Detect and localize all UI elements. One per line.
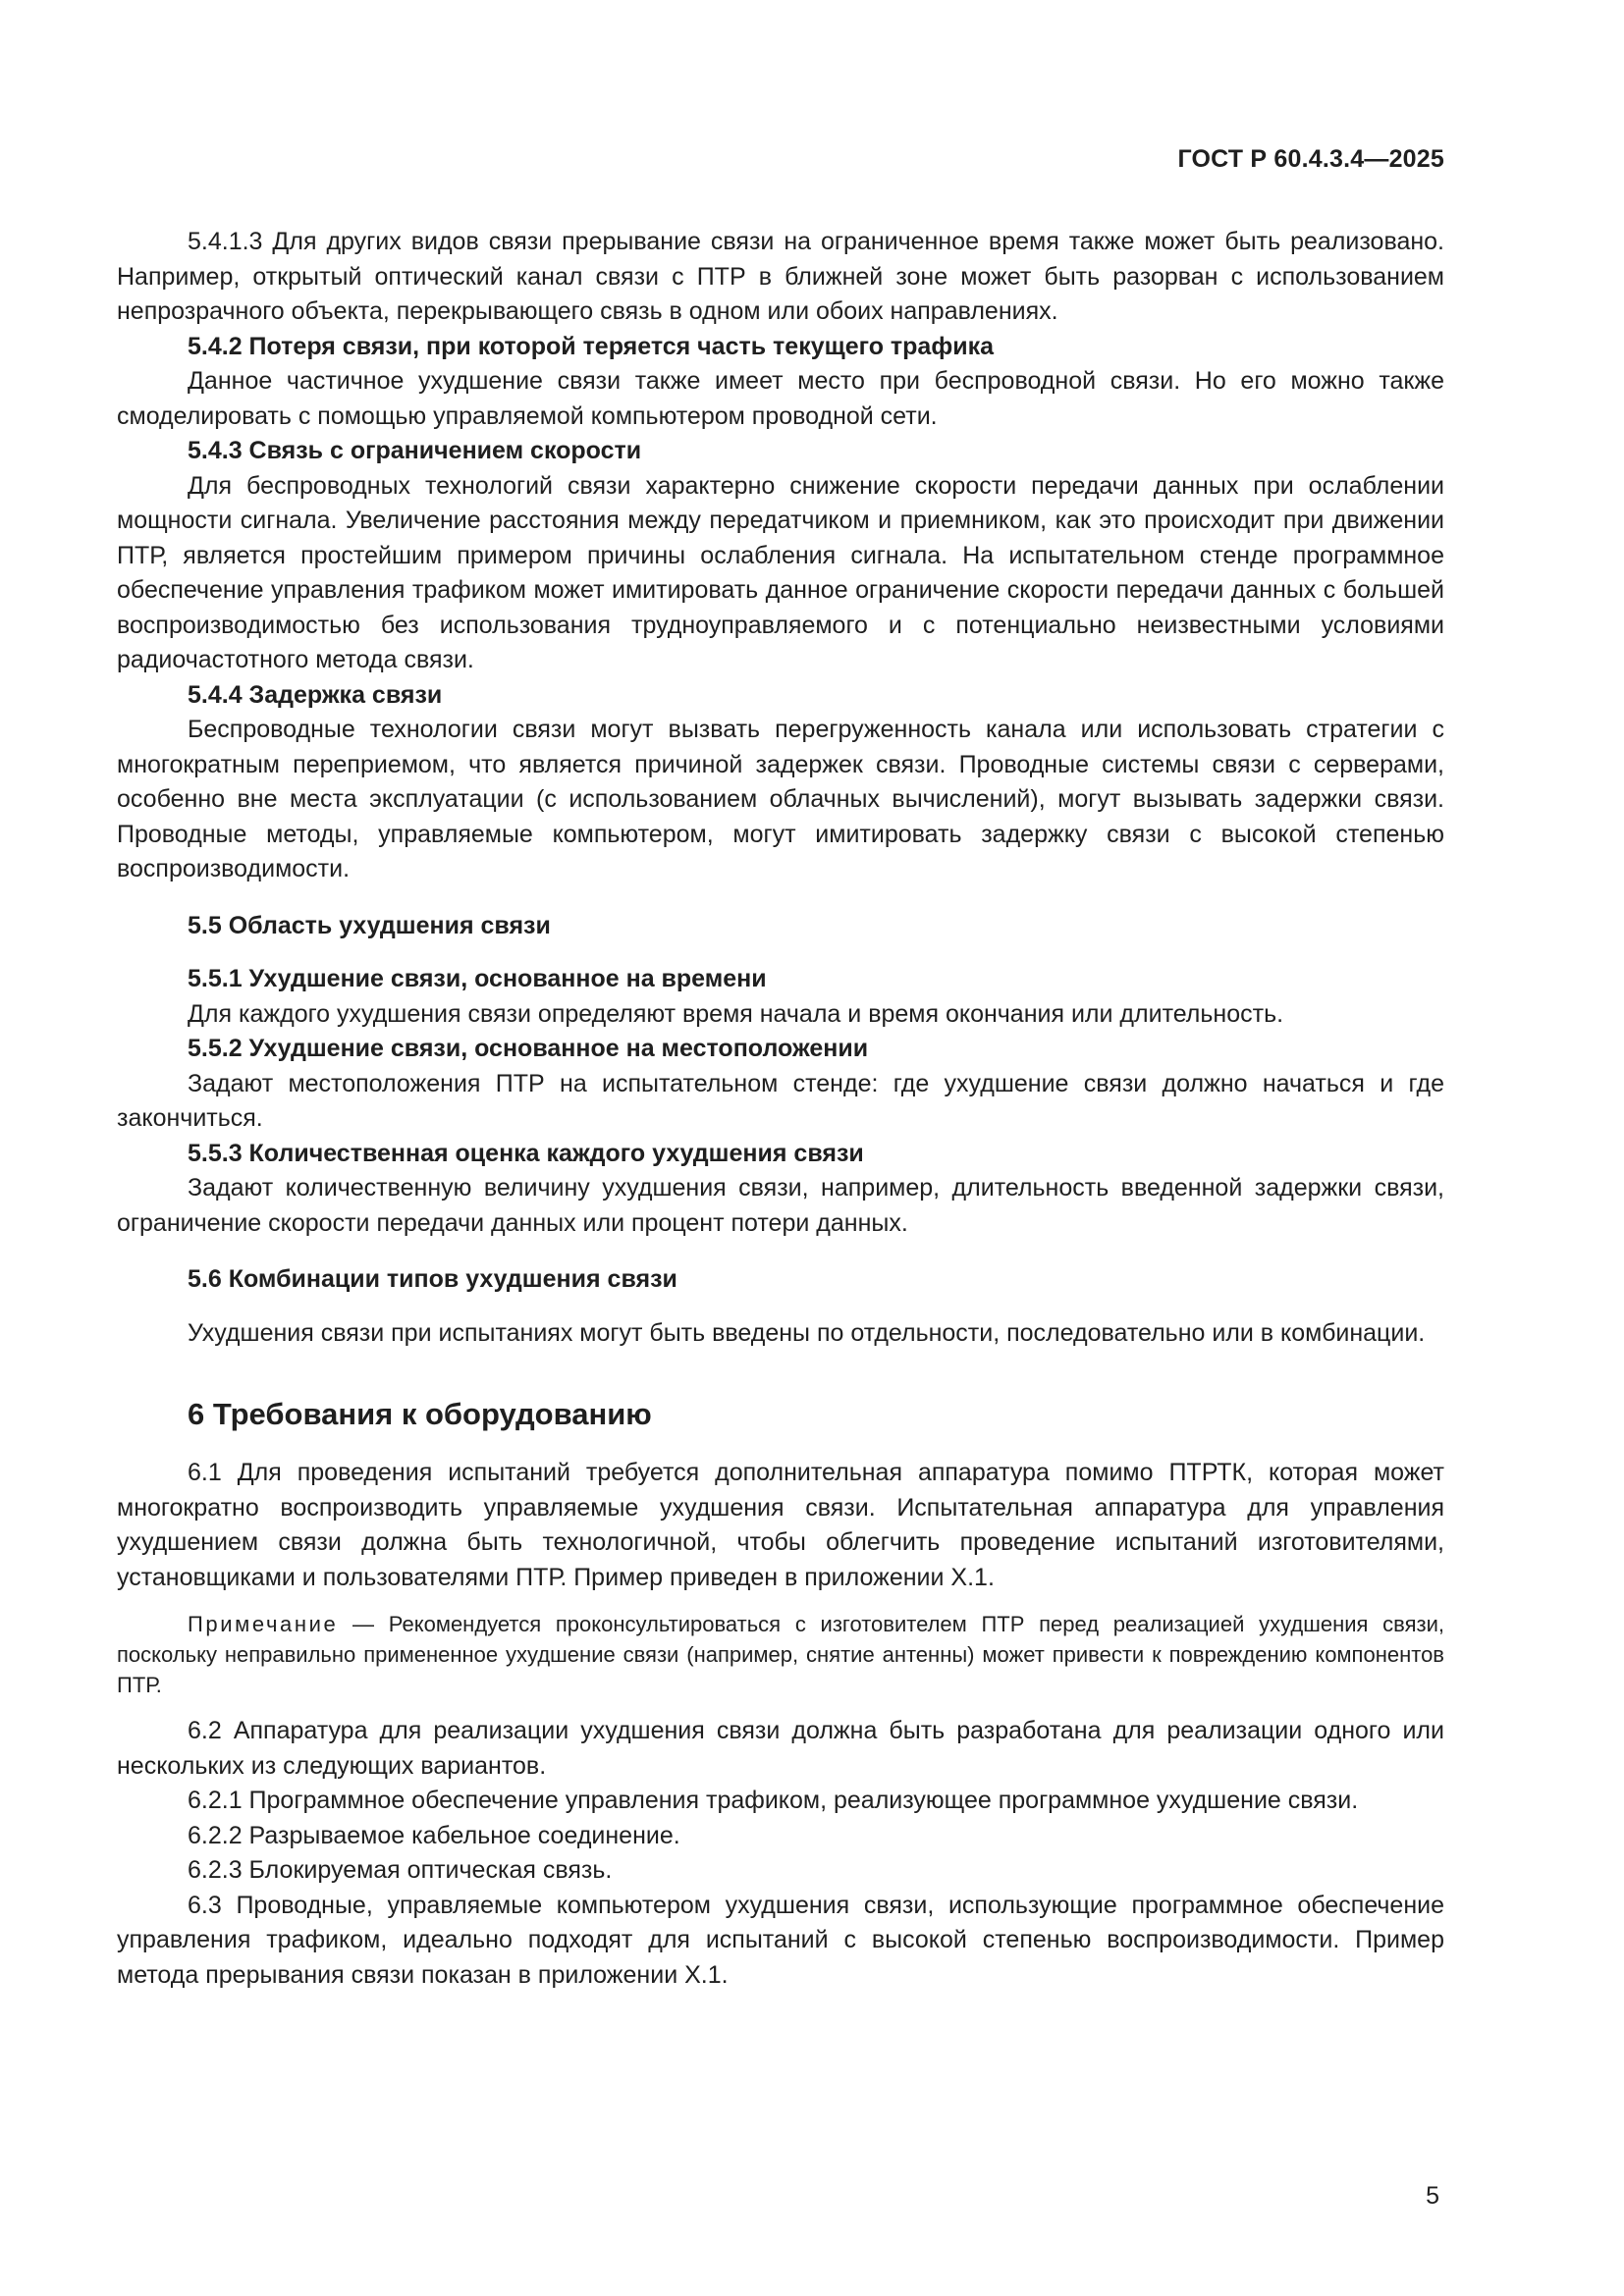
paragraph-6-3: 6.3 Проводные, управляемые компьютером ухудшения связи, использующие программное обеспечение управления трафиком, идеально подходят для испытаний с высокой степенью воспроизводимости. Пример метода прерывания связи показан в приложении Х.1. (117, 1891, 1444, 1989)
heading-5-5-3: 5.5.3 Количественная оценка каждого ухудшения связи (188, 1139, 864, 1167)
heading-5-5-1: 5.5.1 Ухудшение связи, основанное на времени (188, 965, 767, 992)
paragraph-5-6: Ухудшения связи при испытаниях могут быть введены по отдельности, последовательно или в комбинации. (188, 1318, 1426, 1347)
paragraph-5-4-3: Для беспроводных технологий связи характерно снижение скорости передачи данных при ослаблении мощности сигнала. Увеличение расстояния между передатчиком и приемником, как это происходит при движении ПТР, является простейшим примером причины ослабления сигнала. На испытательном стенде программное обеспечение управления трафиком может имитировать данное ограничение скорости передачи данных с большей воспроизводимостью без использования трудноуправляемого и с потенциально неизвестными условиями радиочастотного метода связи. (117, 471, 1444, 673)
paragraph-6-1: 6.1 Для проведения испытаний требуется дополнительная аппаратура помимо ПТРТК, которая может многократно воспроизводить управляемые ухудшения связи. Испытательная аппаратура для управления ухудшением связи должна быть технологичной, чтобы облегчить проведение испытаний изготовителями, установщиками и пользователями ПТР. Пример приведен в приложении Х.1. (117, 1459, 1444, 1591)
paragraph-5-5-1: Для каждого ухудшения связи определяют время начала и время окончания или длительность. (188, 999, 1284, 1028)
paragraph-5-4-2: Данное частичное ухудшение связи также имеет место при беспроводной связи. Но его можно также смоделировать с помощью управляемой компьютером проводной сети. (117, 367, 1444, 430)
paragraph-6-2-2: 6.2.2 Разрываемое кабельное соединение. (188, 1821, 680, 1849)
document-body (117, 225, 1444, 1993)
heading-5-4-3: 5.4.3 Связь с ограничением скорости (188, 437, 642, 464)
paragraph-5-4-4: Беспроводные технологии связи могут вызвать перегруженность канала или использовать стратегии с многократным переприемом, что является причиной задержек связи. Проводные системы связи с серверами, особенно вне места эксплуатации (с использованием облачных вычислений), могут вызывать задержки связи. Проводные методы, управляемые компьютером, могут имитировать задержку связи с высокой степенью воспроизводимости. (117, 716, 1444, 882)
heading-5-4-2: 5.4.2 Потеря связи, при которой теряется часть текущего трафика (188, 332, 994, 360)
document-code: ГОСТ Р 60.4.3.4—2025 (1177, 145, 1444, 173)
heading-5-5-2: 5.5.2 Ухудшение связи, основанное на местоположении (188, 1035, 869, 1062)
heading-5-4-4: 5.4.4 Задержка связи (188, 680, 443, 709)
paragraph-6-2-1: 6.2.1 Программное обеспечение управления трафиком, реализующее программное ухудшение связи. (188, 1787, 1359, 1814)
paragraph-5-5-2: Задают местоположения ПТР на испытательном стенде: где ухудшение связи должно начаться и где закончиться. (117, 1069, 1444, 1132)
note-label: Примечание (188, 1612, 339, 1636)
heading-5-6: 5.6 Комбинации типов ухудшения связи (188, 1265, 677, 1293)
note-text: — Рекомендуется проконсультироваться с изготовителем ПТР перед реализацией ухудшения связи, поскольку неправильно примененное ухудшение связи (например, снятие антенны) может привести к повреждению компонентов ПТР. (117, 1612, 1444, 1697)
paragraph-5-5-3: Задают количественную величину ухудшения связи, например, длительность введенной задержки связи, ограничение скорости передачи данных или процент потери данных. (117, 1174, 1444, 1237)
paragraph-6-2: 6.2 Аппаратура для реализации ухудшения связи должна быть разработана для реализации одного или нескольких из следующих вариантов. (117, 1717, 1444, 1780)
heading-section-6: 6 Требования к оборудованию (188, 1397, 652, 1431)
note (117, 1609, 1444, 1700)
heading-5-5: 5.5 Область ухудшения связи (188, 911, 551, 939)
paragraph-5-4-1-3: 5.4.1.3 Для других видов связи прерывание связи на ограниченное время также может быть реализовано. Например, открытый оптический канал связи с ПТР в ближней зоне может быть разорван с использованием непрозрачного объекта, перекрывающего связь в одном или обоих направлениях. (117, 228, 1444, 325)
page-number: 5 (1426, 2182, 1439, 2210)
paragraph-6-2-3: 6.2.3 Блокируемая оптическая связь. (188, 1856, 613, 1884)
